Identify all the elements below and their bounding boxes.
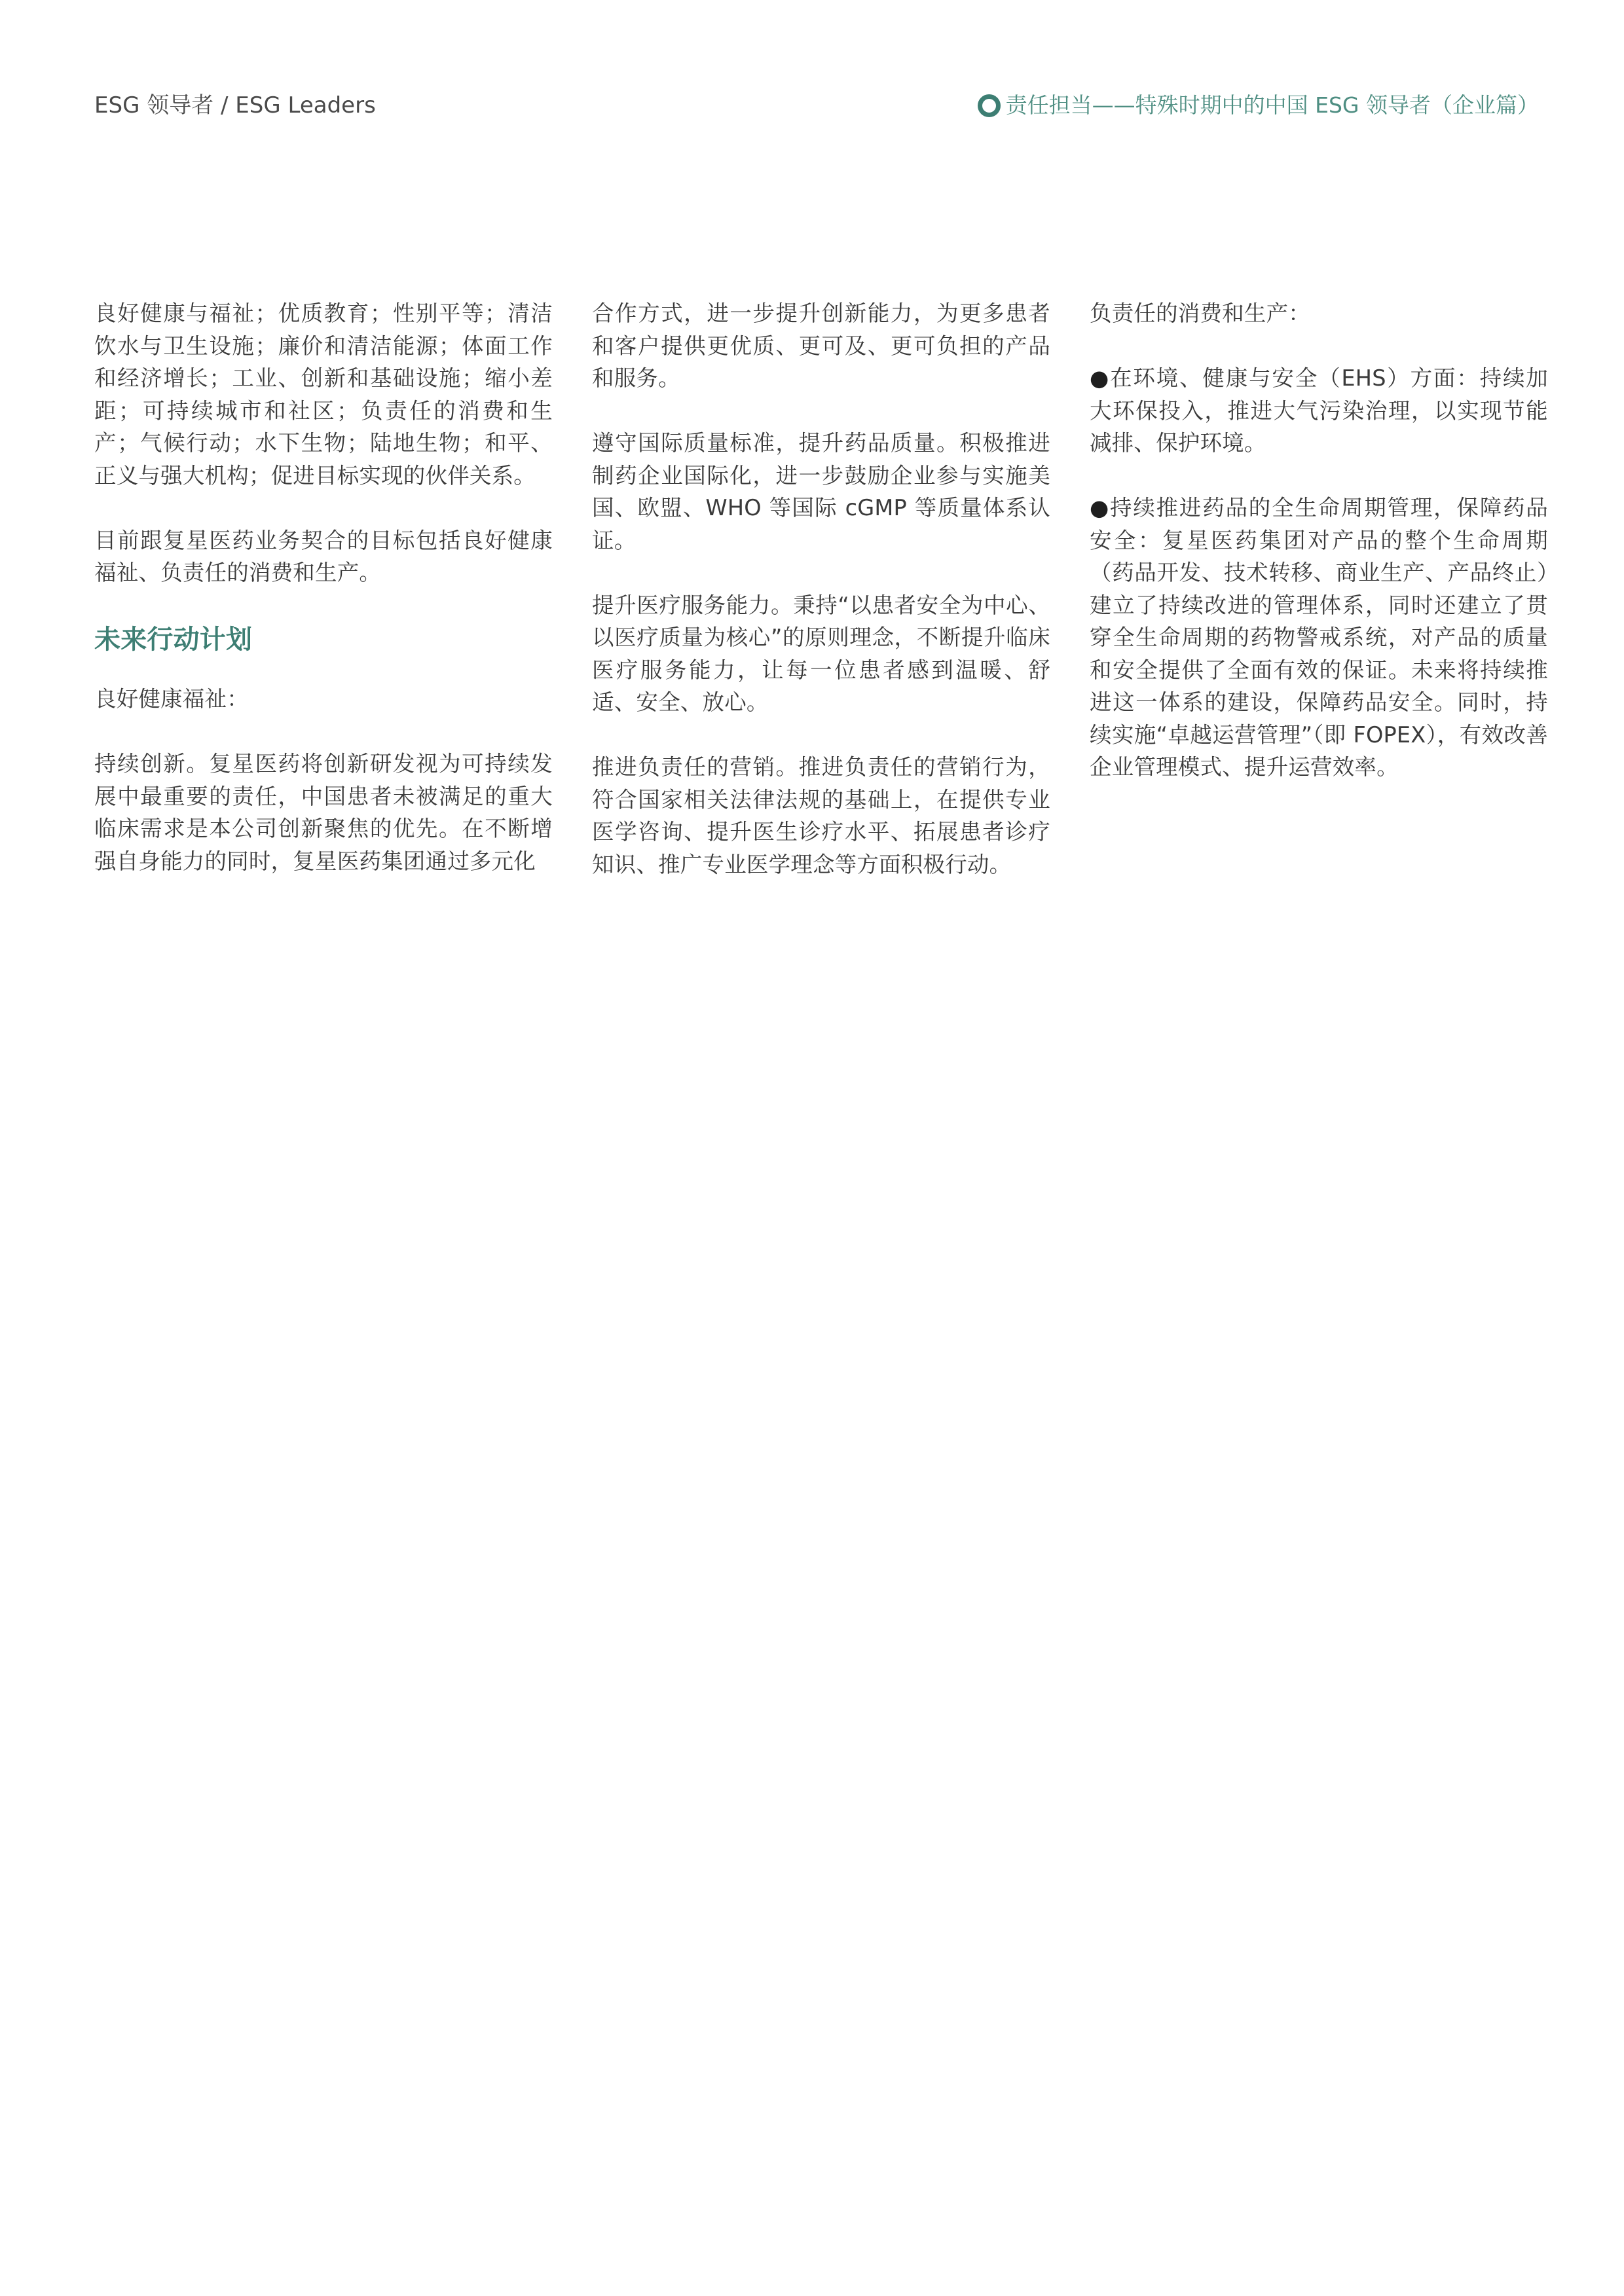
paragraph-quality-standards: 遵守国际质量标准，提升药品质量。积极推进制药企业国际化，进一步鼓励企业参与实施美国、欧盟、WHO 等国际 cGMP 等质量体系认证。: [592, 430, 1050, 553]
paragraph-innovation: 持续创新。复星医药将创新研发视为可持续发展中最重要的责任，中国患者未被满足的重大临床需求是本公司创新聚焦的优先。在不断增强自身能力的同时，复星医药集团通过多元化: [94, 751, 553, 874]
paragraph-consumption-label: 负责任的消费和生产：: [1090, 301, 1310, 326]
paragraph-medical-service: 提升医疗服务能力。秉持“以患者安全为中心、以医疗质量为核心”的原则理念，不断提升临床医疗服务能力，让每一位患者感到温暖、舒适、安全、放心。: [592, 592, 1050, 715]
ring-bullet-icon: [978, 94, 1001, 117]
bullet-text: 在环境、健康与安全（EHS）方面：持续加大环保投入，推进大气污染治理，以实现节能减排、保护环境。: [1090, 365, 1549, 456]
bullet-text: 持续推进药品的全生命周期管理，保障药品安全：复星医药集团对产品的整个生命周期（药品开发、技术转移、商业生产、产品终止）建立了持续改进的管理体系，同时还建立了贯穿全生命周期的药物警戒系统，对产品的质量和安全提供了全面有效的保证。未来将持续推进这一体系的建设，保障药品安全。同时，持续实施“卓越运营管理”（即 FOPEX），有效改善企业管理模式、提升运营效率。: [1090, 495, 1548, 780]
bullet-item-lifecycle: [1090, 492, 1548, 784]
bullet-item-ehs: [1090, 362, 1548, 460]
paragraph-responsible-marketing: 推进负责任的营销。推进负责任的营销行为，符合国家相关法律法规的基础上，在提供专业医学咨询、提升医生诊疗水平、拓展患者诊疗知识、推广专业医学理念等方面积极行动。: [592, 754, 1050, 877]
bullet-dot-icon: ●: [1090, 495, 1111, 520]
text-column-3: [1090, 297, 1548, 816]
paragraph-health-label: 良好健康福祉：: [94, 686, 249, 712]
section-heading-action-plan: 未来行动计划: [94, 625, 253, 655]
running-header-title: 责任担当——特殊时期中的中国 ESG 领导者（企业篇）: [1005, 92, 1539, 118]
text-column-2: [592, 297, 1050, 913]
paragraph-aligned-goals: 目前跟复星医药业务契合的目标包括良好健康福祉、负责任的消费和生产。: [94, 527, 553, 585]
paragraph-sdg-list: 良好健康与福祉；优质教育；性别平等；清洁饮水与卫生设施；廉价和清洁能源；体面工作和经济增长；工业、创新和基础设施；缩小差距；可持续城市和社区；负责任的消费和生产；气候行动；水下生物；陆地生物；和平、正义与强大机构；促进目标实现的伙伴关系。: [94, 301, 553, 488]
bullet-dot-icon: ●: [1090, 365, 1111, 391]
running-header-right: [978, 89, 1539, 122]
text-column-1: [94, 297, 553, 910]
running-header-left: ESG 领导者 / ESG Leaders: [94, 92, 376, 118]
paragraph-innovation-cont: 合作方式，进一步提升创新能力，为更多患者和客户提供更优质、更可及、更可负担的产品和服务。: [592, 301, 1050, 391]
